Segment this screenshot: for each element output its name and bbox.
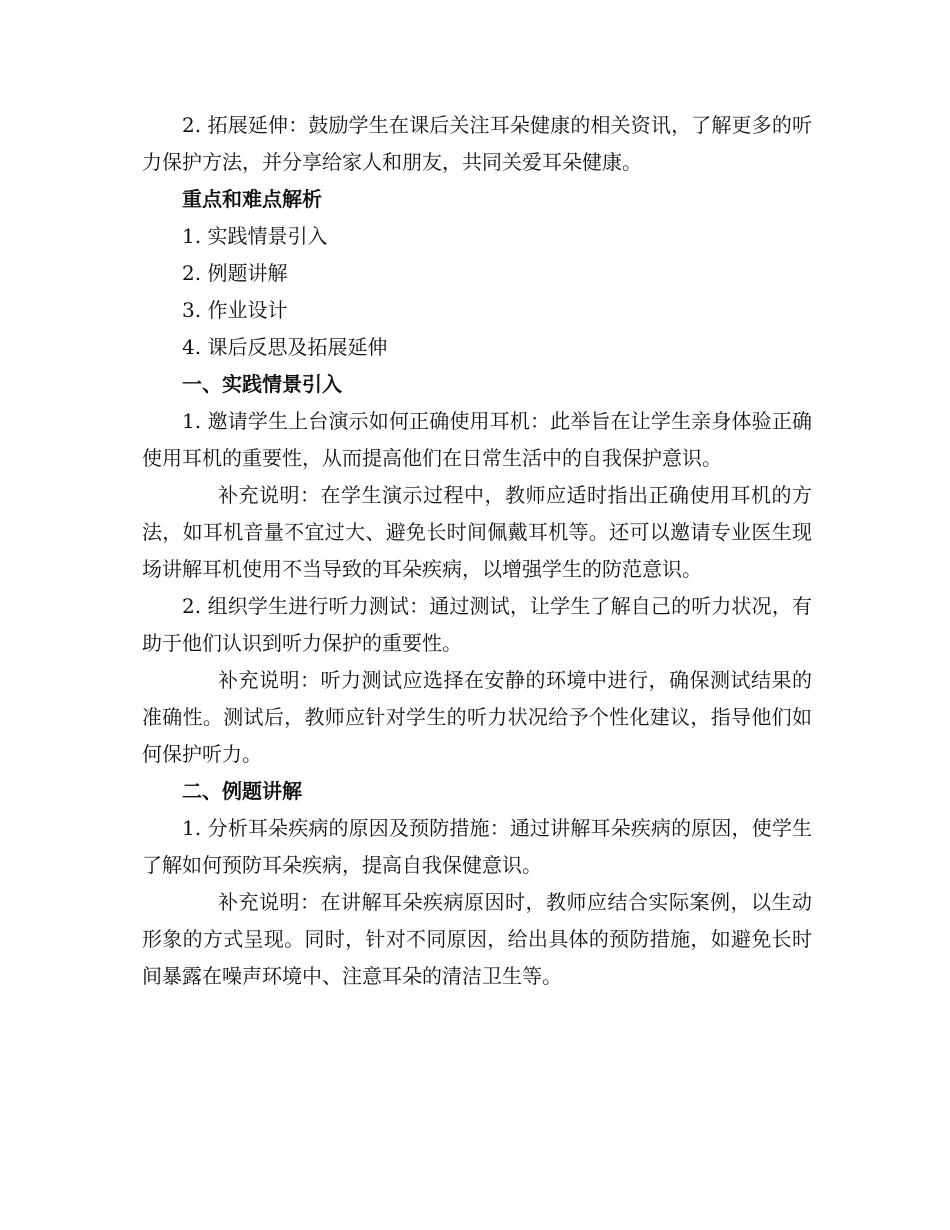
list-item: 4. 课后反思及拓展延伸 [182, 335, 388, 359]
list-item: 2. 例题讲解 [182, 261, 288, 285]
paragraph-item: 1. 邀请学生上台演示如何正确使用耳机：此举旨在让学生亲身体验正确使用耳机的重要性，从而提高他们在日常生活中的自我保护意识。 [142, 409, 812, 470]
list-item: 1. 实践情景引入 [182, 224, 328, 248]
section-heading-practice: 一、实践情景引入 [182, 372, 342, 396]
section-heading-examples: 二、例题讲解 [182, 779, 302, 803]
paragraph-extension: 2. 拓展延伸：鼓励学生在课后关注耳朵健康的相关资讯，了解更多的听力保护方法，并分享给家人和朋友，共同关爱耳朵健康。 [142, 113, 812, 174]
document-page [142, 107, 812, 995]
heading-key-points: 重点和难点解析 [182, 187, 322, 211]
list-item: 3. 作业设计 [182, 298, 288, 322]
paragraph-item: 1. 分析耳朵疾病的原因及预防措施：通过讲解耳朵疾病的原因，使学生了解如何预防耳朵疾病，提高自我保健意识。 [142, 816, 812, 877]
paragraph-item: 2. 组织学生进行听力测试：通过测试，让学生了解自己的听力状况，有助于他们认识到听力保护的重要性。 [142, 594, 812, 655]
paragraph-note: 补充说明：听力测试应选择在安静的环境中进行，确保测试结果的准确性。测试后，教师应针对学生的听力状况给予个性化建议，指导他们如何保护听力。 [142, 668, 812, 766]
paragraph-note: 补充说明：在讲解耳朵疾病原因时，教师应结合实际案例，以生动形象的方式呈现。同时，针对不同原因，给出具体的预防措施，如避免长时间暴露在噪声环境中、注意耳朵的清洁卫生等。 [142, 890, 812, 988]
paragraph-note: 补充说明：在学生演示过程中，教师应适时指出正确使用耳机的方法，如耳机音量不宜过大、避免长时间佩戴耳机等。还可以邀请专业医生现场讲解耳机使用不当导致的耳朵疾病，以增强学生的防范意识。 [142, 483, 812, 581]
